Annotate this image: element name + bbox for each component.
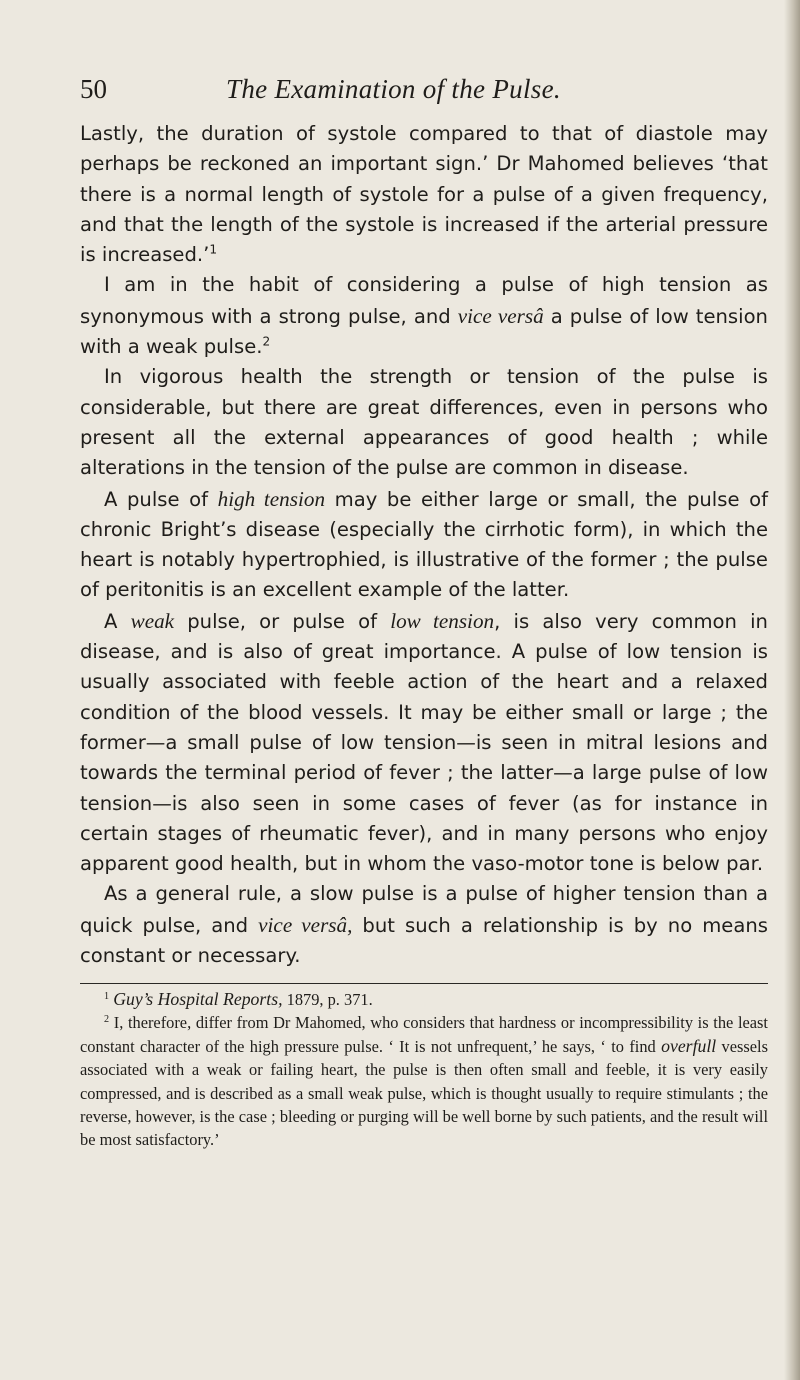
footnote-number: 2 <box>104 1014 110 1026</box>
footnote-divider <box>80 983 768 984</box>
page-header <box>80 74 726 114</box>
paragraph-high-tension-pulse <box>80 484 768 606</box>
paragraph-weak-pulse <box>80 606 768 880</box>
footnote-2 <box>80 1011 768 1151</box>
paragraph-text: A pulse of <box>104 487 218 511</box>
paragraph-text: but such a relationship is by no means constant or necessary. <box>80 913 768 968</box>
paragraph-text: In vigorous health the strength or tension of the pulse is considerable, but there are great differences, even in persons who present all the external appearances of good health ; while alterations in the tension of the pulse are common in disease. <box>80 365 768 480</box>
italic-phrase: high tension <box>217 486 326 511</box>
footnote-text: vessels associated with a weak or failing heart, the pulse is then often small and feeble, it is very easily compressed, and is described as a small weak pulse, which is thought usually to require stimulants ; the reverse, however, is the case ; bleeding or purging will be well borne by such patients, and the result will be most satisfactory.’ <box>80 1036 768 1150</box>
paragraph-text: a pulse of low tension with a weak pulse. <box>80 304 768 359</box>
paragraph-vigorous-health <box>80 362 768 483</box>
page-number: 50 <box>80 74 107 104</box>
italic-phrase: vice versâ <box>457 303 544 328</box>
footnotes <box>80 988 768 1152</box>
footnote-text: 1879, p. 371. <box>282 990 373 1009</box>
page-edge-shadow <box>784 0 800 1380</box>
footnote-ref-2: 2 <box>262 334 271 349</box>
paragraph-high-tension-definition <box>80 270 768 362</box>
italic-phrase: overfull <box>661 1035 717 1056</box>
italic-phrase: low tension <box>390 608 495 633</box>
paragraph-text: , is also very common in disease, and is also of great importance. A pulse of low tension is usually associated with feeble action of the heart and a relaxed condition of the blood vessels. It may be either small or large ; the former—a small pulse of low tension—is seen in mitral lesions and towards the terminal period of fever ; the latter—a large pulse of low tension—is also seen in some cases of fever (as for instance in certain stages of rheumatic fever), and in many persons who enjoy apparent good health, but in whom the vaso-motor tone is below par. <box>80 609 768 876</box>
paragraph-text: may be either large or small, the pulse of chronic Bright’s disease (especially the cirrhotic form), in which the heart is notably hypertrophied, is illustrative of the former ; the pulse of peritonitis is an excellent example of the latter. <box>80 487 768 602</box>
body-text <box>80 119 768 971</box>
paragraph-text: As a general rule, a slow pulse is a pulse of higher tension than a quick pulse, and <box>80 882 768 937</box>
footnote-number: 1 <box>104 990 110 1002</box>
running-title: The Examination of the Pulse. <box>226 74 561 104</box>
paragraph-text: I am in the habit of considering a pulse of high tension as synonymous with a strong pulse, and <box>80 273 768 328</box>
paragraph-text: Lastly, the duration of systole compared to that of diastole may perhaps be reckoned an important sign.’ Dr Mahomed believes ‘that there is a normal length of systole for a pulse of a given frequency, and that the length of the systole is increased if the arterial pressure is increased.’ <box>80 122 768 267</box>
paragraph-systole-duration <box>80 119 768 270</box>
italic-phrase: vice versâ, <box>258 912 353 937</box>
paragraph-general-rule <box>80 879 768 971</box>
paragraph-text: pulse, or pulse of <box>174 609 391 633</box>
footnote-text: I, therefore, differ from Dr Mahomed, who considers that hardness or incompressibility is the least constant character of the high pressure pulse. ‘ It is not unfrequent,’ he says, ‘ to find <box>80 1013 768 1056</box>
italic-phrase: Guy’s Hospital Reports, <box>113 989 283 1009</box>
footnote-1 <box>80 988 768 1011</box>
italic-phrase: weak <box>130 608 175 633</box>
footnote-ref-1: 1 <box>209 242 218 257</box>
paragraph-text: A <box>104 609 131 633</box>
